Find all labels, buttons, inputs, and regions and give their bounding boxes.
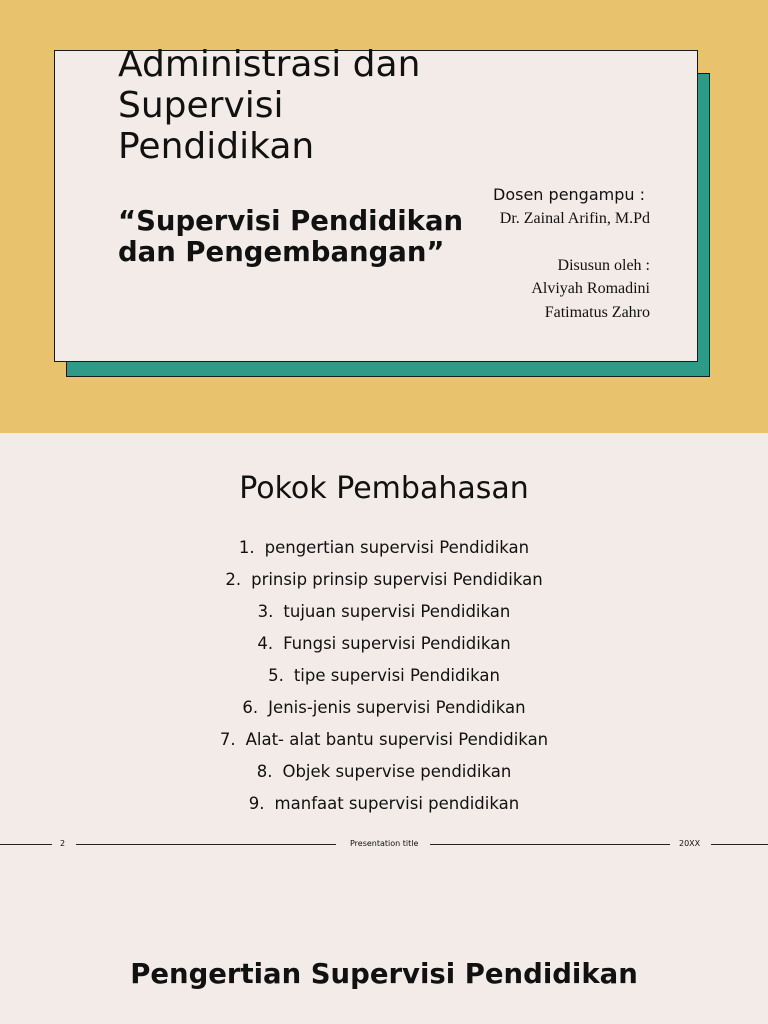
topic-list bbox=[0, 532, 768, 820]
list-item: 4. Fungsi supervisi Pendidikan bbox=[257, 634, 511, 653]
author-name: Fatimatus Zahro bbox=[544, 303, 650, 321]
author-name: Alviyah Romadini bbox=[531, 280, 650, 297]
authors-label: Disusun oleh : bbox=[557, 256, 650, 274]
lecturer-label: Dosen pengampu : bbox=[493, 185, 645, 204]
list-item: 3. tujuan supervisi Pendidikan bbox=[257, 602, 511, 621]
list-item: 7. Alat- alat bantu supervisi Pendidikan bbox=[219, 730, 549, 749]
sub-title: “Supervisi Pendidikan dan Pengembangan” bbox=[118, 205, 464, 268]
credits-block bbox=[390, 183, 650, 324]
slide-title: Pokok Pembahasan bbox=[239, 471, 529, 506]
list-item: 9. manfaat supervisi pendidikan bbox=[248, 794, 520, 813]
slide-title: Pengertian Supervisi Pendidikan bbox=[130, 958, 638, 990]
footer-date: 20XX bbox=[679, 839, 701, 848]
page-number: 2 bbox=[60, 839, 66, 848]
footer-title: Presentation title bbox=[350, 839, 419, 848]
main-title: Administrasi dan Supervisi Pendidikan bbox=[118, 44, 421, 167]
list-item: 8. Objek supervise pendidikan bbox=[256, 762, 512, 781]
slide-footer bbox=[0, 837, 768, 851]
list-item: 6. Jenis-jenis supervisi Pendidikan bbox=[242, 698, 526, 717]
lecturer-name: Dr. Zainal Arifin, M.Pd bbox=[499, 210, 650, 227]
list-item: 1. pengertian supervisi Pendidikan bbox=[238, 538, 530, 557]
list-item: 2. prinsip prinsip supervisi Pendidikan bbox=[225, 570, 543, 589]
list-item: 5. tipe supervisi Pendidikan bbox=[268, 666, 500, 685]
title-slide bbox=[0, 0, 768, 433]
